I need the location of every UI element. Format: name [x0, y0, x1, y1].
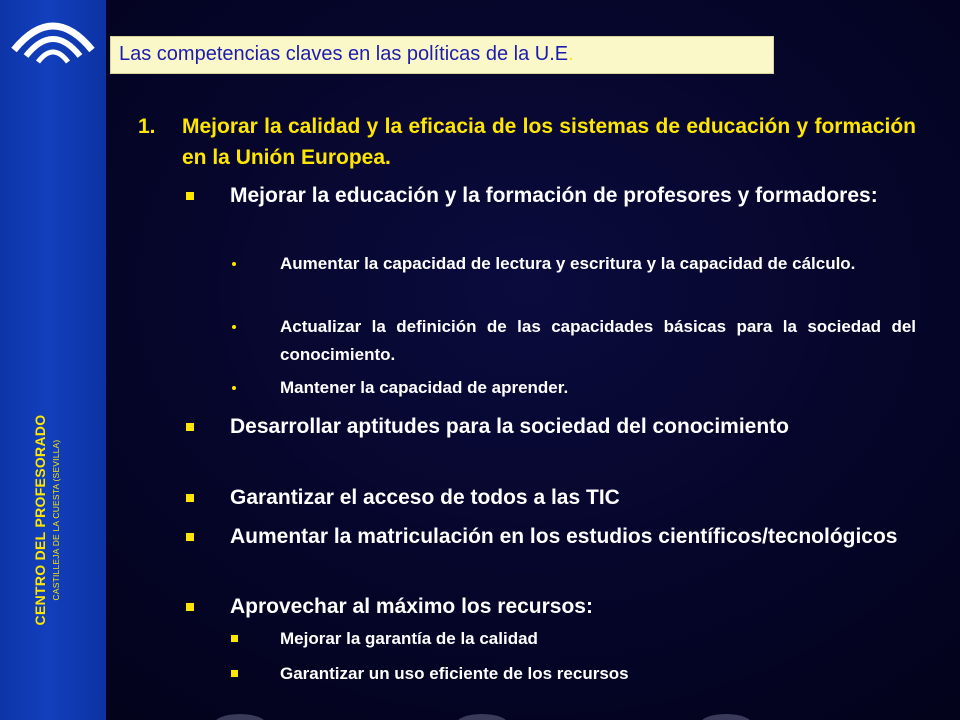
list-item: Aprovechar al máximo los recursos: — [230, 595, 593, 618]
list-item: Desarrollar aptitudes para la sociedad del conocimiento — [230, 415, 790, 438]
list-item: Mejorar la garantía de la calidad — [280, 629, 538, 648]
square-bullet-icon — [186, 192, 194, 200]
dot-bullet-icon — [232, 386, 236, 390]
org-location: CASTILLEJA DE LA CUESTA (SEVILLA) — [51, 439, 61, 601]
square-bullet-icon — [231, 670, 238, 677]
square-bullet-icon — [186, 423, 194, 431]
list-item: Aumentar la matriculación en los estudios científicos/tecnológicos — [230, 525, 898, 548]
list-item: Actualizar la definición de las capacidades básicas para la sociedad del conocimiento. — [280, 317, 916, 364]
dot-bullet-icon — [232, 325, 236, 329]
main-point: Mejorar la calidad y la eficacia de los sistemas de educación y formación en la Unión Europea. — [182, 115, 916, 169]
square-bullet-icon — [186, 494, 194, 502]
list-item: Mantener la capacidad de aprender. — [280, 378, 569, 397]
list-item: Garantizar el acceso de todos a las TIC — [230, 486, 620, 509]
list-item: Mejorar la educación y la formación de profesores y formadores: — [230, 184, 878, 207]
list-item: Garantizar un uso eficiente de los recursos — [280, 664, 629, 683]
slide-title-text: Las competencias claves en las políticas de la U.E — [119, 43, 569, 65]
list-number: 1. — [138, 115, 156, 138]
square-bullet-icon — [186, 533, 194, 541]
square-bullet-icon — [186, 603, 194, 611]
org-name: CENTRO DEL PROFESORADO — [32, 414, 48, 626]
list-item: Aumentar la capacidad de lectura y escritura y la capacidad de cálculo. — [280, 254, 856, 273]
square-bullet-icon — [231, 635, 238, 642]
decorative-bottom-shapes — [0, 706, 960, 720]
slide-title-dot: . — [568, 43, 574, 65]
dot-bullet-icon — [232, 262, 236, 266]
